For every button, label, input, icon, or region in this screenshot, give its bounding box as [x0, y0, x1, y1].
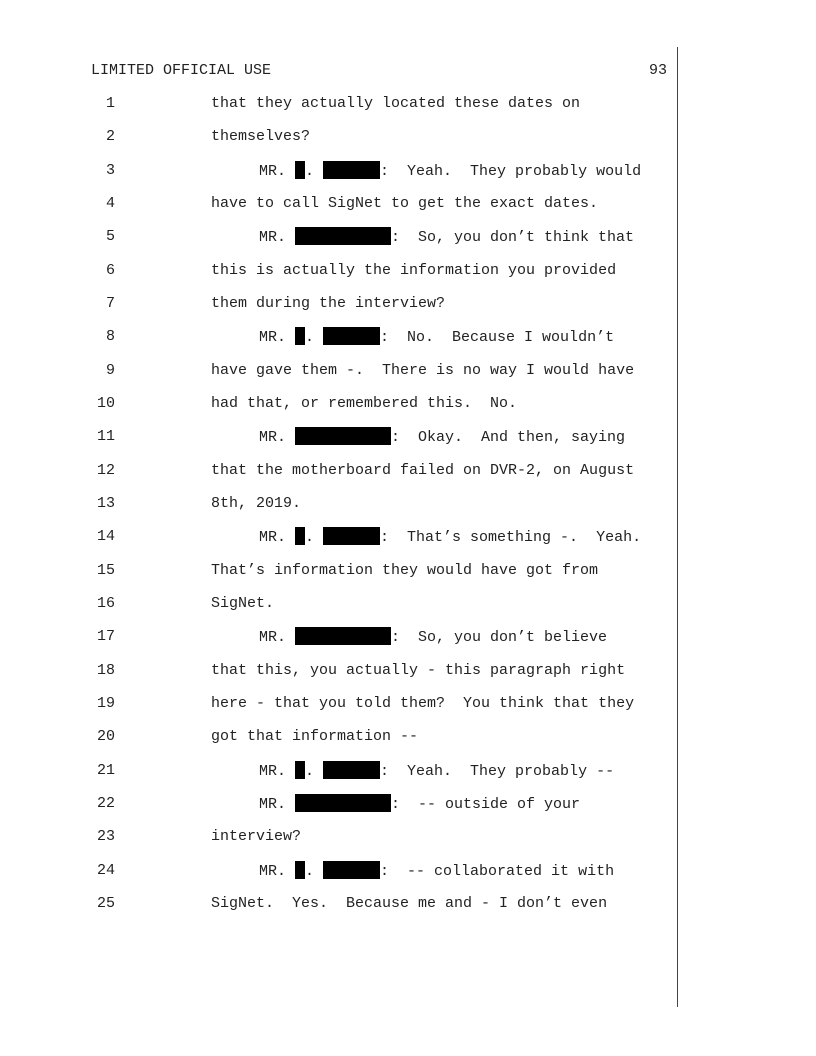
speaker-title: MR. [259, 329, 296, 346]
line-text: that the motherboard failed on DVR-2, on August [211, 462, 635, 479]
transcript-line [0, 361, 700, 381]
redaction-block [295, 427, 391, 445]
line-number: 2 [105, 128, 115, 145]
speaker-title: MR. [259, 629, 296, 646]
line-text: : So, you don’t think that [391, 229, 635, 246]
line-number: 20 [96, 728, 115, 745]
speaker-separator: . [305, 163, 324, 180]
line-text: : That’s something -. Yeah. [380, 529, 642, 546]
line-text: : So, you don’t believe [391, 629, 608, 646]
speaker-separator: . [305, 529, 324, 546]
transcript-line [0, 827, 700, 847]
line-text: That’s information they would have got from [211, 562, 599, 579]
redaction-block [295, 861, 305, 879]
redaction-block [295, 794, 391, 812]
line-number: 10 [96, 395, 115, 412]
classification-header: LIMITED OFFICIAL USE [91, 62, 272, 79]
redaction-block [295, 327, 305, 345]
line-text: : Yeah. They probably would [380, 163, 642, 180]
transcript-line [0, 694, 700, 714]
line-text: SigNet. Yes. Because me and - I don’t even [211, 895, 608, 912]
line-text: : Yeah. They probably -- [380, 763, 615, 780]
speaker-line [259, 861, 614, 882]
line-text: themselves? [211, 128, 311, 145]
redaction-block [323, 161, 380, 179]
line-number: 6 [105, 262, 115, 279]
transcript-line [0, 294, 700, 314]
line-number: 11 [96, 428, 115, 445]
line-number: 3 [105, 162, 115, 179]
speaker-line [259, 627, 607, 648]
line-number: 7 [105, 295, 115, 312]
line-number: 25 [96, 895, 115, 912]
page-number: 93 [648, 62, 667, 79]
transcript-line [0, 227, 700, 247]
transcript-line [0, 561, 700, 581]
line-number: 16 [96, 595, 115, 612]
redaction-block [295, 527, 305, 545]
redaction-block [323, 527, 380, 545]
speaker-title: MR. [259, 863, 296, 880]
transcript-line [0, 527, 700, 547]
transcript-line [0, 94, 700, 114]
transcript-line [0, 627, 700, 647]
line-number: 5 [105, 228, 115, 245]
line-number: 17 [96, 628, 115, 645]
line-text: that this, you actually - this paragraph right [211, 662, 626, 679]
line-text: : -- collaborated it with [380, 863, 615, 880]
transcript-line [0, 394, 700, 414]
line-text: got that information -- [211, 728, 419, 745]
transcript-line [0, 461, 700, 481]
speaker-separator: . [305, 763, 324, 780]
line-number: 13 [96, 495, 115, 512]
speaker-title: MR. [259, 529, 296, 546]
line-text: them during the interview? [211, 295, 446, 312]
transcript-line [0, 594, 700, 614]
line-number: 9 [105, 362, 115, 379]
line-text: SigNet. [211, 595, 275, 612]
speaker-title: MR. [259, 163, 296, 180]
transcript-line [0, 761, 700, 781]
line-text: : No. Because I wouldn’t [380, 329, 615, 346]
line-text: : -- outside of your [391, 796, 581, 813]
transcript-line [0, 894, 700, 914]
redaction-block [295, 161, 305, 179]
line-text: had that, or remembered this. No. [211, 395, 518, 412]
line-text: this is actually the information you provided [211, 262, 617, 279]
transcript-line [0, 794, 700, 814]
line-number: 22 [96, 795, 115, 812]
transcript-line [0, 127, 700, 147]
line-number: 24 [96, 862, 115, 879]
line-number: 18 [96, 662, 115, 679]
redaction-block [295, 627, 391, 645]
line-text: that they actually located these dates on [211, 95, 581, 112]
speaker-title: MR. [259, 763, 296, 780]
line-text: interview? [211, 828, 302, 845]
speaker-separator: . [305, 863, 324, 880]
speaker-line [259, 427, 625, 448]
line-text: 8th, 2019. [211, 495, 302, 512]
speaker-separator: . [305, 329, 324, 346]
line-number: 23 [96, 828, 115, 845]
line-number: 21 [96, 762, 115, 779]
line-text: here - that you told them? You think that they [211, 695, 635, 712]
speaker-line [259, 794, 580, 815]
redaction-block [323, 761, 380, 779]
speaker-line [259, 527, 641, 548]
line-number: 8 [105, 328, 115, 345]
line-number: 14 [96, 528, 115, 545]
line-number: 1 [105, 95, 115, 112]
line-text: : Okay. And then, saying [391, 429, 626, 446]
line-text: have to call SigNet to get the exact dates. [211, 195, 599, 212]
transcript-line [0, 661, 700, 681]
speaker-line [259, 327, 614, 348]
line-text: have gave them -. There is no way I would have [211, 362, 635, 379]
speaker-title: MR. [259, 429, 296, 446]
transcript-line [0, 161, 700, 181]
transcript-line [0, 261, 700, 281]
redaction-block [295, 227, 391, 245]
transcript-line [0, 427, 700, 447]
transcript-line [0, 727, 700, 747]
redaction-block [295, 761, 305, 779]
speaker-title: MR. [259, 796, 296, 813]
line-number: 12 [96, 462, 115, 479]
line-number: 19 [96, 695, 115, 712]
speaker-line [259, 161, 641, 182]
transcript-line [0, 327, 700, 347]
speaker-line [259, 227, 634, 248]
redaction-block [323, 327, 380, 345]
transcript-line [0, 861, 700, 881]
transcript-line [0, 494, 700, 514]
line-number: 15 [96, 562, 115, 579]
speaker-line [259, 761, 614, 782]
speaker-title: MR. [259, 229, 296, 246]
line-number: 4 [105, 195, 115, 212]
transcript-line [0, 194, 700, 214]
redaction-block [323, 861, 380, 879]
